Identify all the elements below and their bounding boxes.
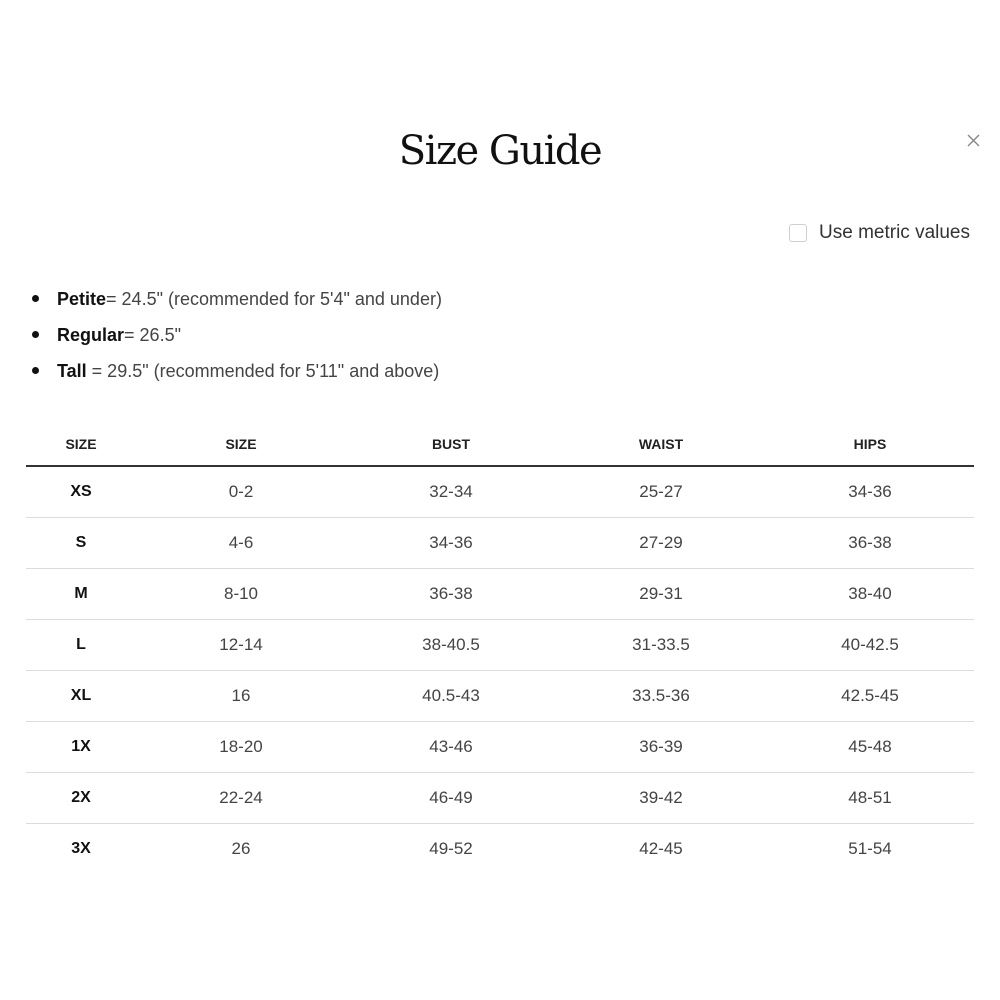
bust-cell: 49-52 [429,839,473,858]
bullet-icon [32,331,39,338]
table-row [26,620,974,671]
close-button[interactable] [962,128,986,152]
length-list [30,282,442,390]
table-row [26,722,974,773]
bust-cell: 43-46 [346,722,556,773]
list-item [30,354,442,390]
hips-cell: 51-54 [848,839,892,858]
bust-cell: 46-49 [346,773,556,824]
bullet-icon [32,295,39,302]
list-item [30,282,442,318]
size-number-cell: 4-6 [136,518,346,569]
length-description: = 26.5" [124,325,181,345]
bust-cell: 36-38 [346,569,556,620]
waist-cell: 36-39 [556,722,766,773]
hips-cell: 40-42.5 [766,620,974,671]
size-label-cell: XL [26,671,136,722]
header-hips: HIPS [766,423,974,466]
waist-cell: 29-31 [556,569,766,620]
waist-cell: 33.5-36 [556,671,766,722]
hips-cell: 45-48 [766,722,974,773]
size-label-cell: 3X [71,840,91,857]
header-size-label: SIZE [26,423,136,466]
metric-toggle[interactable] [789,220,970,246]
modal-title: Size Guide [398,128,602,174]
hips-cell: 34-36 [766,466,974,518]
waist-cell: 27-29 [556,518,766,569]
size-number-cell: 16 [136,671,346,722]
list-item [30,318,442,354]
length-description: = 29.5" (recommended for 5'11" and above) [86,361,440,381]
size-number-cell: 22-24 [136,773,346,824]
hips-cell: 36-38 [766,518,974,569]
header-waist: WAIST [556,423,766,466]
size-number-cell: 8-10 [136,569,346,620]
length-name: Tall [57,361,87,381]
waist-cell: 39-42 [556,773,766,824]
size-label-cell: XS [26,466,136,518]
header-bust: BUST [346,423,556,466]
bust-cell: 32-34 [346,466,556,518]
table-row [26,569,974,620]
hips-cell: 48-51 [766,773,974,824]
size-label-cell: 1X [26,722,136,773]
length-name: Regular [57,325,125,345]
size-number-cell: 26 [231,839,251,858]
length-description: = 24.5" (recommended for 5'4" and under) [106,289,442,309]
bullet-icon [32,367,39,374]
waist-cell: 31-33.5 [556,620,766,671]
hips-cell: 42.5-45 [766,671,974,722]
hips-cell: 38-40 [766,569,974,620]
size-label-cell: L [26,620,136,671]
waist-cell: 42-45 [639,839,683,858]
close-icon [962,128,986,152]
metric-label: Use metric values [819,222,970,243]
size-number-cell: 18-20 [136,722,346,773]
length-name: Petite [57,289,107,309]
bust-cell: 38-40.5 [346,620,556,671]
size-number-cell: 0-2 [136,466,346,518]
size-table [26,423,974,874]
size-number-cell: 12-14 [136,620,346,671]
table-row [26,466,974,518]
table-row [26,518,974,569]
metric-checkbox[interactable] [789,224,807,242]
header-size-number: SIZE [136,423,346,466]
size-label-cell: 2X [26,773,136,824]
bust-cell: 40.5-43 [346,671,556,722]
table-row [26,773,974,824]
size-label-cell: S [26,518,136,569]
table-row [26,671,974,722]
waist-cell: 25-27 [556,466,766,518]
size-label-cell: M [26,569,136,620]
table-row [26,824,974,875]
bust-cell: 34-36 [346,518,556,569]
table-header-row [26,423,974,466]
